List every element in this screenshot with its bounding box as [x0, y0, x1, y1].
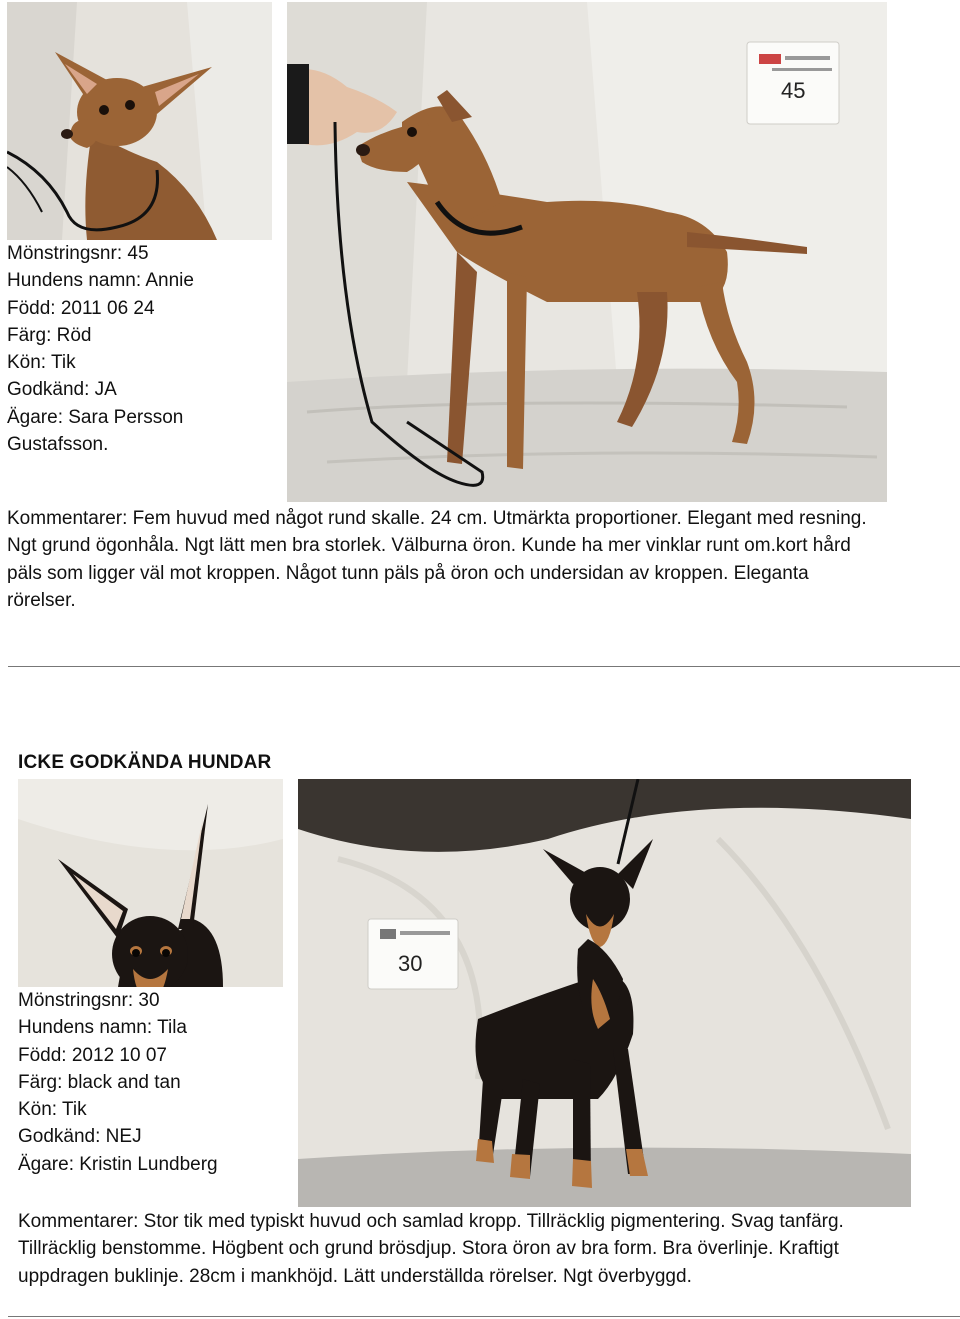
- section-divider: [8, 666, 960, 667]
- sign-number-annie: 45: [781, 78, 806, 103]
- dog-standing-photo-annie: [287, 2, 887, 502]
- comment-line: uppdragen buklinje. 28cm i mankhöjd. Lätt underställda rörelser. Ngt överbyggd.: [18, 1265, 692, 1287]
- section-divider: [8, 1316, 960, 1317]
- coat-color: Färg: black and tan: [18, 1071, 181, 1093]
- birth-date: Född: 2012 10 07: [18, 1044, 167, 1066]
- dog-comment-annie: [7, 505, 952, 614]
- dog-info-annie: [7, 240, 194, 458]
- dog-headshot-annie: [7, 2, 272, 240]
- dog-info-tila: [18, 987, 218, 1178]
- sign-number-tila: 30: [398, 951, 423, 976]
- comment-line: Tillräcklig benstomme. Högbent och grund brösdjup. Stora öron av bra form. Bra överlinje. Kraftigt: [18, 1238, 839, 1260]
- dog-headshot-tila: [18, 779, 283, 987]
- owner-continued: Gustafsson.: [7, 434, 109, 456]
- section-heading: ICKE GODKÄNDA HUNDAR: [18, 752, 272, 773]
- sex: Kön: Tik: [7, 352, 76, 374]
- comment-line: Ngt grund ögonhåla. Ngt lätt men bra storlek. Välburna öron. Kunde ha mer vinklar runt om.kort hård: [7, 535, 851, 557]
- owner: Ägare: Sara Persson: [7, 406, 184, 428]
- comment-line: Kommentarer: Fem huvud med något rund skalle. 24 cm. Utmärkta proportioner. Elegant med resning.: [7, 508, 867, 529]
- approved-status: Godkänd: JA: [7, 379, 117, 401]
- birth-date: Född: 2011 06 24: [7, 297, 155, 319]
- coat-color: Färg: Röd: [7, 324, 92, 346]
- show-number: Mönstringsnr: 30: [18, 990, 160, 1011]
- show-number: Mönstringsnr: 45: [7, 243, 149, 264]
- sex: Kön: Tik: [18, 1099, 87, 1121]
- approved-status: Godkänd: NEJ: [18, 1126, 142, 1148]
- dog-comment-tila: [18, 1208, 958, 1290]
- comment-line: Kommentarer: Stor tik med typiskt huvud och samlad kropp. Tillräcklig pigmentering. Svag tanfärg.: [18, 1211, 844, 1232]
- dog-standing-photo-tila: [298, 779, 911, 1207]
- dog-name: Hundens namn: Annie: [7, 270, 194, 292]
- comment-line: päls som ligger väl mot kroppen. Något tunn päls på öron och undersidan av kroppen. Eleganta: [7, 562, 809, 584]
- dog-name: Hundens namn: Tila: [18, 1017, 187, 1039]
- comment-line: rörelser.: [7, 589, 76, 611]
- owner: Ägare: Kristin Lundberg: [18, 1153, 218, 1175]
